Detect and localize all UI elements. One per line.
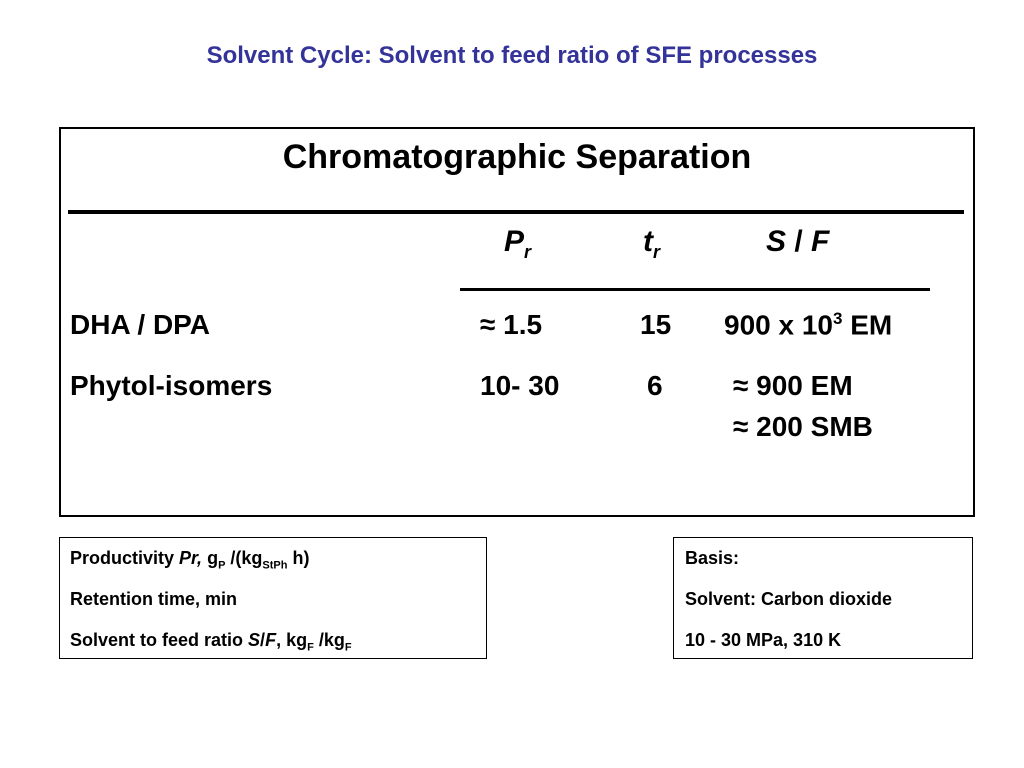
legend-productivity: Productivity Pr, $g_P$ $/(kg_{StPh}$ h)	[70, 548, 310, 572]
columns-divider	[460, 288, 930, 291]
row-dha-solvent-feed-ratio: 900 x $10^3$ EM	[724, 309, 893, 341]
basis-heading: Basis:	[685, 548, 740, 568]
legend-retention-time: Retention time, min	[70, 589, 238, 609]
legend-solvent-feed-ratio: Solvent to feed ratio S/F, $kg_F$ $/kg_F$	[70, 630, 352, 654]
row-phytol-productivity: 10- 30	[480, 370, 560, 401]
heading-divider	[68, 210, 964, 214]
basis-solvent: Solvent: Carbon dioxide	[685, 589, 893, 609]
basis-conditions: 10 - 30 MPa, 310 K	[685, 630, 842, 650]
row-phytol-retention-time: 6	[647, 370, 663, 401]
page-title: Solvent Cycle: Solvent to feed ratio of SFE processes	[206, 42, 818, 69]
row-label-phytol-isomers: Phytol-isomers	[70, 370, 273, 401]
column-header-productivity: $P_r$	[504, 225, 532, 262]
row-dha-productivity: ≈ 1.5	[480, 309, 543, 340]
column-header-solvent-feed-ratio: S / F	[766, 225, 830, 258]
column-header-retention-time: $t_r$	[643, 225, 661, 262]
table-heading: Chromatographic Separation	[282, 138, 752, 176]
row-dha-retention-time: 15	[640, 309, 672, 340]
row-phytol-solvent-feed-ratio-em: ≈ 900 EM	[733, 370, 853, 401]
row-label-dha-dpa: DHA / DPA	[70, 309, 210, 340]
row-phytol-solvent-feed-ratio-smb: ≈ 200 SMB	[733, 411, 873, 442]
